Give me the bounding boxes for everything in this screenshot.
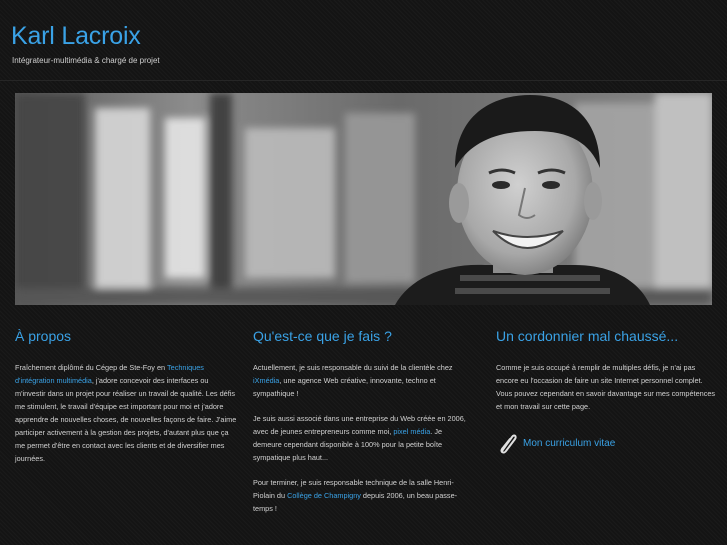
- cobbler-section: [496, 328, 718, 455]
- cv-link-label: Mon curriculum vitae: [523, 437, 616, 449]
- site-tagline: Intégrateur-multimédia & chargé de projet: [12, 56, 160, 65]
- site-title[interactable]: Karl Lacroix: [11, 22, 141, 50]
- what-heading: Qu'est-ce que je fais ?: [253, 328, 392, 344]
- link-college-de-champigny[interactable]: Collège de Champigny: [287, 491, 361, 500]
- hero-portrait-image: [15, 93, 712, 305]
- paperclip-icon: [496, 431, 518, 455]
- what-paragraph-1: Actuellement, je suis responsable du suivi de la clientèle chez iXmédia, une agence Web créative, innovante, techno et sympathique !: [253, 363, 453, 398]
- cobbler-heading: Un cordonnier mal chaussé...: [496, 328, 679, 344]
- cv-link[interactable]: [496, 431, 718, 455]
- what-paragraph-3: Pour terminer, je suis responsable technique de la salle Henri-Piolain du Collège de Champigny depuis 2006, un beau passe-temps !: [253, 478, 458, 513]
- what-section: [253, 328, 471, 515]
- portrait-photo: [15, 93, 712, 305]
- about-heading: À propos: [15, 328, 72, 344]
- about-section: [15, 328, 237, 465]
- what-paragraph-2: Je suis aussi associé dans une entreprise du Web créée en 2006, avec de jeunes entrepreneurs comme moi, pixel média. Je demeure cependant disponible à 100% pour la petite boîte sympatique plus haut...: [253, 414, 466, 462]
- link-ixmedia[interactable]: iXmédia: [253, 376, 280, 385]
- link-techniques-integration-multimedia[interactable]: Techniques d'intégration multimédia: [15, 363, 204, 385]
- about-paragraph: Fraîchement diplômé du Cégep de Ste-Foy en Techniques d'intégration multimédia, j'adore concevoir des interfaces ou m'investir dans un projet pour réaliser un travail de qualité. Les défis me stimulent, le travail d'équipe est important pour moi et j'adore apprendre de nouvelles choses, de nouvelles façons de faire. J'aime participer activement à la gestion des projets, d'autant plus que ça me permet d'être en contact avec les clients et de diversifier mes journées.: [15, 363, 237, 463]
- link-pixel-media[interactable]: pixel média: [393, 427, 431, 436]
- site-header: [0, 0, 727, 81]
- cobbler-paragraph: Comme je suis occupé à remplir de multiples défis, je n'ai pas encore eu l'occasion de faire un site Internet personnel complet. Vous pouvez cependant en savoir davantage sur mes compétences et mon travail sur cette page.: [496, 363, 716, 411]
